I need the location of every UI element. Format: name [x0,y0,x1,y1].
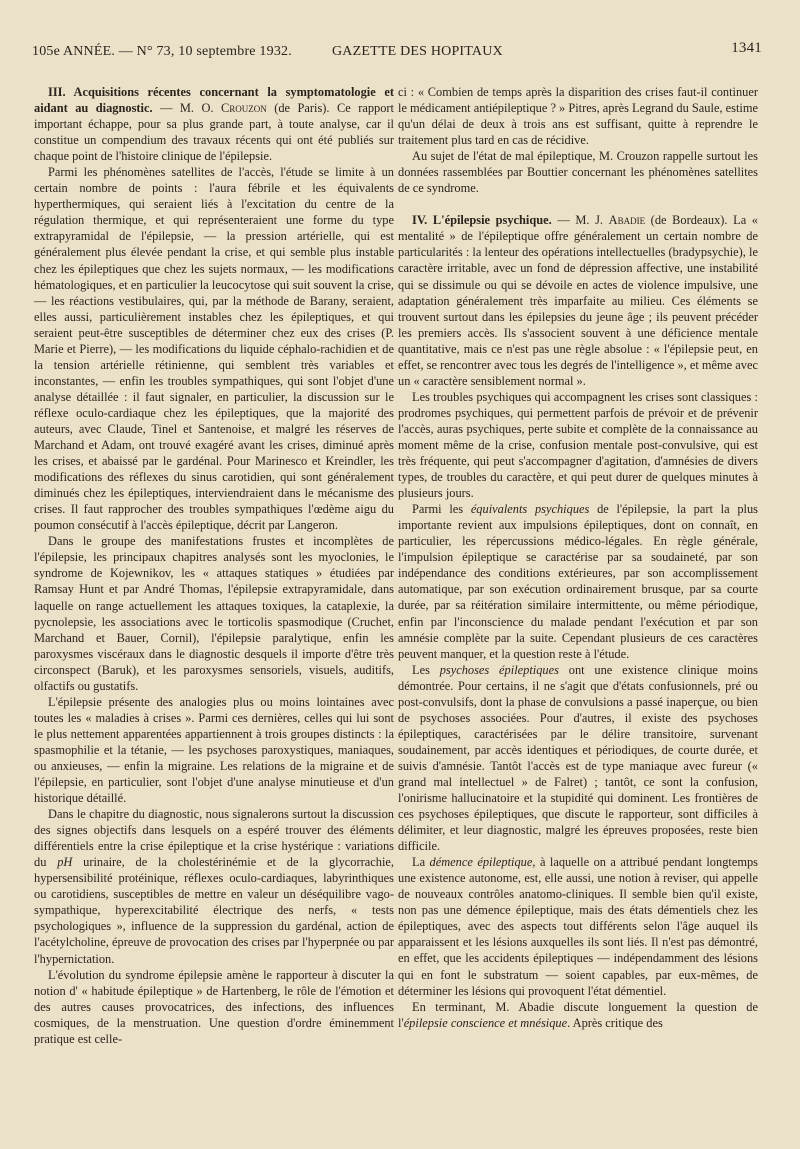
text-run: Les [412,662,440,677]
paragraph [398,854,758,998]
styled-text: démence épileptique [429,855,533,870]
paragraph [398,501,758,661]
paragraph [34,84,394,164]
text-run: . Après critique des [567,1015,663,1030]
page-number: 1341 [731,40,762,56]
paragraph [398,212,758,389]
text-run: Dans le chapitre du diagnostic, nous signalerons surtout la discussion des signes objectifs dans lesquels on a espéré trouver des éléments différentiels entre la crise épileptique et la crise hystérique : variations du [34,807,394,870]
text-run: Parmi les [412,502,471,517]
text-run: ont une existence clinique moins démontrée. Pour certains, il ne s'agit que d'états confusionnels, pré ou post-convulsifs, dont la phase de convulsions a passé inaperçue, ou bien de psychoses associées. Pour d'autres, il existe des psychoses épileptiques, caractérisées par le délire transitoire, survenant soudainement, par accès identiques et périodiques, de courte durée, et suivis d'amnésie. Tantôt l'accès est de type maniaque avec fureur (« grand mal intellectuel » de Falret) ; tantôt, ce sont la confusion, l'onirisme hallucinatoire et la stupidité qui dominent. Les frontières de ces psychoses épileptiques, que discute le rapporteur, sont difficiles à délimiter, et leur diagnostic, malgré les épreuves proposées, reste bien difficile. [398,662,758,854]
text-run: (de Bordeaux). La « mentalité » de l'épileptique offre généralement un certain nombre de particularités : la lenteur des opérations intellectuelles (bradypsychie), le caractère irritable, avec un fond de dépression affective, une instabilité qui se dissimule ou qui se dévoile en actes de violence impulsive, une adaptation généralement très imparfaite au milieu. Ces éléments se trouvent surtout dans les épilepsies du jeune âge ; ils peuvent précéder les premiers accès. Ils s'associent souvent à une déficience mentale quantitative, mais ce n'est pas une règle absolue : « l'épilepsie peut, en effet, se rencontrer avec tous les degrés de l'intelligence », et même avec un « caractère sensiblement normal ». [398,213,758,388]
paragraph [34,967,394,1047]
paragraph [34,164,394,533]
text-run: Les troubles psychiques qui accompagnent les crises sont classiques : prodromes psychiques, qui permettent parfois de prévoir et de prévenir l'accès, auras psychiques, perte subite et complète de la connaissance au moment même de la crise, confusion mentale post-convulsive, qui est très fréquente, qui peut s'accompagner d'agitation, d'amnésies de divers types, de troubles du caractère, et qui peut durer de quelques minutes à plusieurs jours. [398,389,758,501]
styled-text: III. Acquisitions récentes concernant la symptomatologie et aidant au diagnostic. [34,85,394,116]
left-text-column [34,84,394,1047]
text-run: ci : « Combien de temps après la disparition des crises faut-il continuer le médicament antiépileptique ? » Pitres, après Legrand du Saule, estime qu'un délai de deux à trois ans est suffisant, quitte à reprendre le traitement plus tard en cas de récidive. [398,85,758,148]
paragraph [398,662,758,855]
text-run: Parmi les phénomènes satellites de l'accès, l'étude se limite à un certain nombre de points : l'aura fébrile et les équivalents hyperthermiques, qui seraient liés à l'excitation du centre de la régulation thermique, et qui représenteraient une forme du type extrapyramidal de l'épilepsie, — la pression artérielle, qui est généralement plus élevée pendant la crise, et qui semble plus instable chez les épileptiques que chez les sujets normaux, — les modifications hématologiques, et en particulier la leucocytose qui suit souvent la crise, — les réactions vestibulaires, qui, par la méthode de Barany, seraient, elles aussi, particulièrement instables chez les épileptiques, et qui seraient peut-être susceptibles de déterminer chez eux des crises (P. Marie et Pierre), — les modifications du liquide céphalo-rachidien et de la tension artérielle rétinienne, qui semblent très variables et inconstantes, — enfin les troubles sympathiques, qui sont l'objet d'une analyse détaillée : il faut signaler, en particulier, la discussion sur le réflexe oculo-cardiaque chez les épileptiques, que la majorité des auteurs, avec Claude, Tinel et Santenoise, et malgré les réserves de Marchand et Adam, ont trouvé exagéré avant les crises, diminué après les crises, et abaissé par le gardénal. Pour Marinesco et Kreindler, les modifications des réflexes du sinus carotidien, qui sont généralement diminués chez les épileptiques, interviendraient dans le mécanisme des crises. Il faut rapprocher des troubles sympathiques l'œdème aigu du poumon consécutif à l'accès épileptique, décrit par Langeron. [34,165,394,533]
issue-info: 105e ANNÉE. — N° 73, 10 septembre 1932. [32,44,292,59]
styled-text: épilepsie conscience et mnésique [403,1015,568,1030]
text-run: Au sujet de l'état de mal épileptique, M. Crouzon rappelle surtout les données rassemblées par Bouttier concernant les phénomènes satellites de ce syndrome. [398,149,758,196]
styled-text: équivalents psychiques [470,502,590,517]
text-run: (de Paris). Ce rapport important échappe, pour sa plus grande part, à toute analyse, car il constitue un compendium des travaux récents qui ont été publiés sur chaque point de l'histoire clinique de l'épilepsie. [34,101,394,164]
journal-title: GAZETTE DES HOPITAUX [332,44,503,59]
running-header [32,40,762,64]
text-run: L'évolution du syndrome épilepsie amène le rapporteur à discuter la notion d' « habitude épileptique » de Hartenberg, le rôle de l'émotion et des autres causes provocatrices, des infections, des influences cosmiques, de la menstruation. Une question d'ordre éminemment pratique est celle- [34,967,394,1046]
text-run: , à laquelle on a attribué pendant longtemps une existence autonome, est, elle aussi, une notion à reviser, qui appelle de nouveaux contrôles anatomo-cliniques. Il semble bien qu'il existe, non pas une démence épileptique, mais des états démentiels chez les épileptiques, avec des aspects tout différents selon l'âge auquel ils apparaissent et les lésions auxquelles ils sont liés. Il n'est pas démontré, en effet, que les accidents épileptiques — indépendamment des lésions qui en font le substratum — soient capables, par eux-mêmes, de déterminer les lésions qui provoquent l'état démentiel. [398,855,758,998]
text-run: de l'épilepsie, la part la plus importante revient aux impulsions épileptiques, dont on connaît, en particulier, les répercussions médico-légales. En règle générale, l'impulsion épileptique se caractérise par sa soudaineté, par son indépendance des conditions extérieures, par son accomplissement automatique, par son exécution ordinairement brusque, par sa courte durée, par sa réitération similaire intermittente, ou même périodique, enfin par l'inconscience du malade pendant l'exécution et par son amnésie complète par la suite. Cependant plusieurs de ces caractères peuvent manquer, et la question reste à l'étude. [398,502,758,661]
styled-text: IV. L'épilepsie psychique. [412,213,552,228]
paragraph [398,389,758,501]
paragraph [34,806,394,966]
text-run: Dans le groupe des manifestations frustes et incomplètes de l'épilepsie, les principaux chapitres analysés sont les myoclonies, le syndrome de Kojewnikov, les « attaques statiques » étudiées par Ramsay Hunt et par André Thomas, l'épilepsie extrapyramidale, dans laquelle on range actuellement les attaques toxiques, la cataplexie, la pycnolepsie, les associations avec le torticolis spasmodique (Cruchet, Marchand et Bauer, Cornil), l'épilepsie paralytique, enfin les paroxysmes viscéraux dans le diagnostic desquels il importe d'être très circonspect (Baruk), et les paroxysmes sensoriels, visuels, auditifs, olfactifs ou gustatifs. [34,534,394,693]
text-run: urinaire, de la cholestérinémie et de la glycorrachie, hypersensibilité protéinique, réflexes oculo-cardiaques, labyrinthiques ou carotidiens, susceptibles de mettre en valeur un déséquilibre vago-sympathique, hyperexcitabilité électrique des nerfs, « tests psychologiques », influence de la suppression du gardénal, action de l'acétylcholine, épreuve de provocation des crises par l'hyperpnée ou par l'hypernictation. [34,855,394,966]
text-run: La [412,855,430,870]
styled-text: Abadie [608,213,646,228]
styled-text: psychoses épileptiques [439,662,559,677]
paragraph [398,148,758,196]
paragraph [34,694,394,806]
text-run: — M. J. [551,213,609,228]
text-run: L'épilepsie présente des analogies plus ou moins lointaines avec toutes les « maladies à crises ». Parmi ces dernières, celles qui lui sont le plus nettement apparentées appartiennent à trois groupes distincts : la spasmophilie et la tétanie, — les psychoses paroxystiques, maniaques, ou anxieuses, — enfin la migraine. Les relations de la migraine et de l'épilepsie, en particulier, sont l'objet d'une analyse minutieuse et d'un historique détaillé. [34,694,394,806]
styled-text: Crouzon [220,101,267,116]
text-run: — M. O. [152,101,221,116]
paragraph [398,84,758,148]
styled-text: pH [57,855,73,870]
paragraph [398,999,758,1031]
right-text-column [398,84,758,1031]
text-run: En terminant, M. Abadie discute longuement la question de l' [398,999,758,1030]
paragraph [34,533,394,693]
